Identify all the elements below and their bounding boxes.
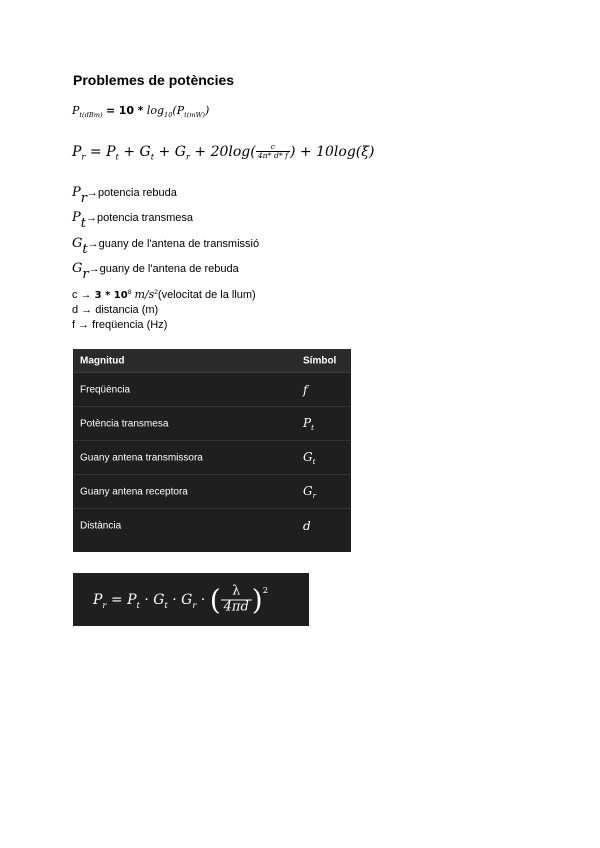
eq1-fn-sub: 10 <box>164 110 173 119</box>
page-title: Problemes de potències <box>73 72 235 88</box>
row-label: Freqüència <box>80 384 131 395</box>
equation-dbm: $P_{t(dBm)} = 10 * \log_{10}(P_{t(mW)})$ <box>72 104 210 119</box>
def-symbol: P <box>72 185 81 200</box>
definition-gt <box>72 236 259 257</box>
formula-paren-close: ) <box>251 583 263 616</box>
row-symbol <box>303 383 307 397</box>
c-unit-exp: 2 <box>154 289 158 297</box>
eq2-log-term-2: 10log(ξ) <box>316 143 375 160</box>
row-label: Guany antena receptora <box>80 486 188 497</box>
row-symbol-main: d <box>303 518 311 533</box>
eq1-equals: = <box>106 104 116 117</box>
row-symbol-sub: t <box>311 422 314 432</box>
eq2-rhs-a-sub: t <box>115 151 119 162</box>
eq2-lhs: P <box>72 143 82 160</box>
row-symbol-main: G <box>303 483 313 498</box>
definition-pr <box>72 185 177 206</box>
formula-lhs-sub: r <box>102 599 107 610</box>
row-symbol-main: G <box>303 449 313 464</box>
formula-num: λ <box>221 584 252 600</box>
formula-pt: = P <box>110 591 137 608</box>
row-symbol-main: P <box>303 415 312 430</box>
row-label: Guany antena transmissora <box>80 452 203 463</box>
header-simbol: Símbol <box>303 355 337 366</box>
table-header <box>73 349 351 373</box>
eq2-rhs-b: G <box>139 143 151 160</box>
table-row <box>73 441 351 475</box>
c-unit: m/s <box>134 288 155 301</box>
formula-dot: · <box>196 591 210 608</box>
eq2-lhs-sub: r <box>81 151 86 162</box>
def-text: →guany de l'antena de transmissió <box>87 238 260 250</box>
eq2-log-term: 20log( <box>210 143 256 160</box>
formula-gr: · G <box>167 591 193 608</box>
eq2-frac-den: 4π* d* f <box>257 151 289 161</box>
constant-c <box>72 288 256 301</box>
def-symbol: P <box>72 210 81 225</box>
c-exp: 8 <box>127 289 132 297</box>
def-symbol: G <box>72 236 83 251</box>
table-row <box>73 509 351 542</box>
magnitude-symbol-table <box>73 349 351 552</box>
def-symbol-sub: t <box>80 215 86 231</box>
def-symbol: G <box>72 261 83 276</box>
header-magnitud: Magnitud <box>80 355 125 366</box>
row-label: Distància <box>80 520 122 531</box>
row-symbol <box>303 449 315 465</box>
formula-gr-sub: r <box>192 599 197 610</box>
table-row <box>73 373 351 407</box>
eq2-rhs-b-sub: t <box>150 151 155 162</box>
definition-gr <box>72 261 239 282</box>
table-row <box>73 475 351 509</box>
formula-fraction <box>221 584 252 615</box>
eq1-coef: 10 <box>118 104 135 117</box>
formula-gt: · G <box>139 591 165 608</box>
definition-pt <box>72 210 193 231</box>
c-note: (velocitat de la llum) <box>157 289 256 301</box>
eq1-lhs-sub: t(dBm) <box>79 110 103 119</box>
formula-exp: 2 <box>262 584 269 595</box>
def-symbol-sub: r <box>82 266 89 282</box>
constant-d: d → distancia (m) <box>72 304 159 316</box>
formula-lhs: P <box>93 591 103 608</box>
eq2-frac-num: c <box>256 143 290 152</box>
def-text: →guany de l'antena de rebuda <box>88 263 239 275</box>
constant-f: f → freqüencia (Hz) <box>72 319 168 331</box>
row-label: Potència transmesa <box>80 418 169 429</box>
eq1-lhs: P <box>72 104 80 117</box>
eq1-arg: P <box>176 104 185 117</box>
eq2-rhs-c-sub: r <box>185 151 190 162</box>
def-symbol-sub: r <box>80 190 87 206</box>
c-value: 3 * 10 <box>94 290 128 301</box>
eq1-arg-sub: t(mW) <box>184 110 205 119</box>
eq2-rhs-c: G <box>174 143 186 160</box>
row-symbol-sub: r <box>312 490 317 500</box>
def-symbol-sub: t <box>82 241 88 257</box>
formula-pt-sub: t <box>136 599 140 610</box>
eq1-fn: log <box>146 104 165 117</box>
c-prefix: c → <box>72 289 95 301</box>
friis-formula-expression <box>93 583 268 616</box>
formula-paren-open: ( <box>209 583 221 616</box>
def-text: →potencia rebuda <box>86 187 177 199</box>
formula-gt-sub: t <box>164 599 168 610</box>
row-symbol <box>303 519 311 533</box>
formula-den: 4πd <box>223 599 249 614</box>
equation-link-budget: $P_r = P_t + G_t + G_r + 20\log$( $\frac{c}{4\pi* d* f}$ ) + 10log(ξ) <box>72 142 375 162</box>
eq2-fraction <box>256 143 290 161</box>
row-symbol-sub: t <box>312 456 316 466</box>
eq2-rhs-a: P <box>106 143 116 160</box>
row-symbol <box>303 415 314 431</box>
eq1-times: * <box>137 104 144 117</box>
friis-formula <box>73 573 309 626</box>
row-symbol <box>303 483 316 499</box>
def-text: →potencia transmesa <box>85 212 193 224</box>
table-row <box>73 407 351 441</box>
row-symbol-main: f <box>303 382 308 397</box>
